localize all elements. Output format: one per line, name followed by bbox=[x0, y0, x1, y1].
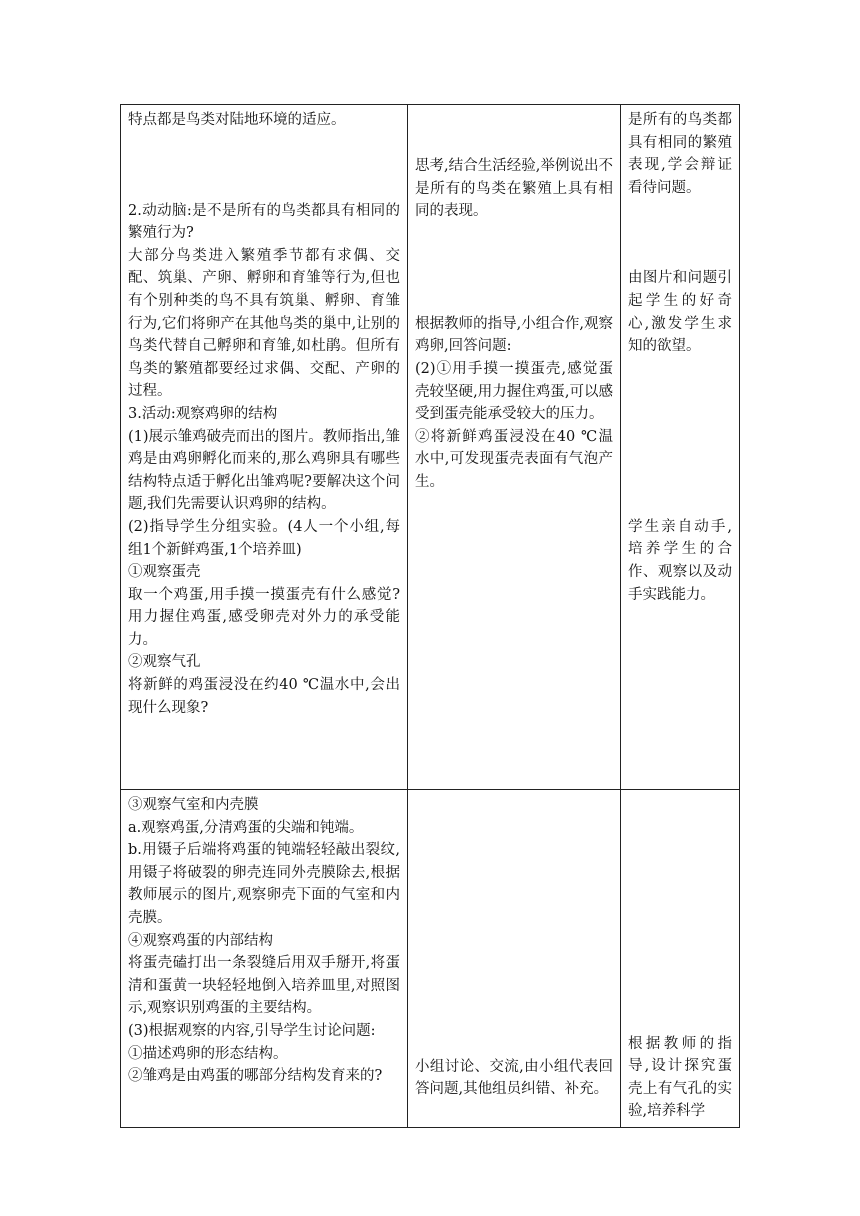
paragraph: 根据教师的指导,设计探究蛋壳上有气孔的实验,培养科学 bbox=[628, 1035, 732, 1120]
paragraph: 大部分鸟类进入繁殖季节都有求偶、交配、筑巢、产卵、孵卵和育雏等行为,但也有个别种类的鸟不具有筑巢、孵卵、育雏行为,它们将卵产在其他鸟类的巢中,让别的鸟类代替自己孵卵和育雏,如杜鹃。但所有鸟类的繁殖都要经过求偶、交配、产卵的过程。 bbox=[128, 247, 400, 400]
section-heading: 3.活动:观察鸡卵的结构 bbox=[128, 405, 278, 422]
paragraph: ②将新鲜鸡蛋浸没在40 ℃温水中,可发现蛋壳表面有气泡产生。 bbox=[415, 428, 613, 490]
step-heading: ③观察气室和内壳膜 bbox=[128, 797, 259, 813]
design-intent-cell bbox=[621, 105, 740, 790]
step-heading: ①观察蛋壳 bbox=[128, 564, 201, 581]
paragraph: ①描述鸡卵的形态结构。 bbox=[128, 1045, 288, 1062]
paragraph: 将新鲜的鸡蛋浸没在约40 ℃温水中,会出现什么现象? bbox=[128, 677, 400, 716]
paragraph: 小组讨论、交流,由小组代表回答问题,其他组员纠错、补充。 bbox=[415, 1058, 613, 1098]
paragraph: (2)指导学生分组实验。(4人一个小组,每组1个新鲜鸡蛋,1个培养皿) bbox=[128, 518, 400, 558]
paragraph: a.观察鸡蛋,分清鸡蛋的尖端和钝端。 bbox=[128, 819, 364, 836]
paragraph: 2.动动脑:是不是所有的鸟类都具有相同的繁殖行为? bbox=[128, 202, 400, 242]
paragraph: b.用镊子后端将鸡蛋的钝端轻轻敲出裂纹,用镊子将破裂的卵壳连同外壳膜除去,根据教师展示的图片,观察卵壳下面的气室和内壳膜。 bbox=[128, 842, 400, 926]
step-heading: ②观察气孔 bbox=[128, 654, 201, 671]
lesson-plan-table bbox=[120, 104, 740, 1128]
paragraph: 是所有的鸟类都具有相同的繁殖表现,学会辩证看待问题。 bbox=[628, 112, 732, 196]
paragraph: 思考,结合生活经验,举例说出不是所有的鸟类在繁殖上具有相同的表现。 bbox=[415, 158, 613, 220]
paragraph: 将蛋壳磕打出一条裂缝后用双手掰开,将蛋清和蛋黄一块轻轻地倒入培养皿里,对照图示,观察识别鸡蛋的主要结构。 bbox=[128, 955, 400, 1017]
teacher-activity-cell bbox=[121, 790, 408, 1128]
student-activity-cell bbox=[408, 790, 621, 1128]
paragraph: (3)根据观察的内容,引导学生讨论问题: bbox=[128, 1022, 376, 1039]
student-activity-cell bbox=[408, 105, 621, 790]
step-heading: ④观察鸡蛋的内部结构 bbox=[128, 932, 273, 949]
paragraph: ②雏鸡是由鸡蛋的哪部分结构发育来的? bbox=[128, 1068, 383, 1085]
teacher-activity-cell bbox=[121, 105, 408, 790]
table-row bbox=[121, 105, 740, 790]
paragraph: 根据教师的指导,小组合作,观察鸡卵,回答问题: bbox=[415, 315, 613, 355]
paragraph: 由图片和问题引起学生的好奇心,激发学生求知的欲望。 bbox=[628, 270, 732, 355]
paragraph: 取一个鸡蛋,用手摸一摸蛋壳有什么感觉?用力握住鸡蛋,感受卵壳对外力的承受能力。 bbox=[128, 586, 400, 648]
paragraph: 特点都是鸟类对陆地环境的适应。 bbox=[128, 112, 346, 128]
paragraph: (2)①用手摸一摸蛋壳,感觉蛋壳较坚硬,用力握住鸡蛋,可以感受到蛋壳能承受较大的压力。 bbox=[415, 360, 613, 423]
paragraph: 学生亲自动手,培养学生的合作、观察以及动手实践能力。 bbox=[628, 518, 732, 603]
table-row bbox=[121, 790, 740, 1128]
design-intent-cell bbox=[621, 790, 740, 1128]
paragraph: (1)展示雏鸡破壳而出的图片。教师指出,雏鸡是由鸡卵孵化而来的,那么鸡卵具有哪些结构特点适于孵化出雏鸡呢?要解决这个问题,我们先需要认识鸡卵的结构。 bbox=[128, 428, 400, 513]
